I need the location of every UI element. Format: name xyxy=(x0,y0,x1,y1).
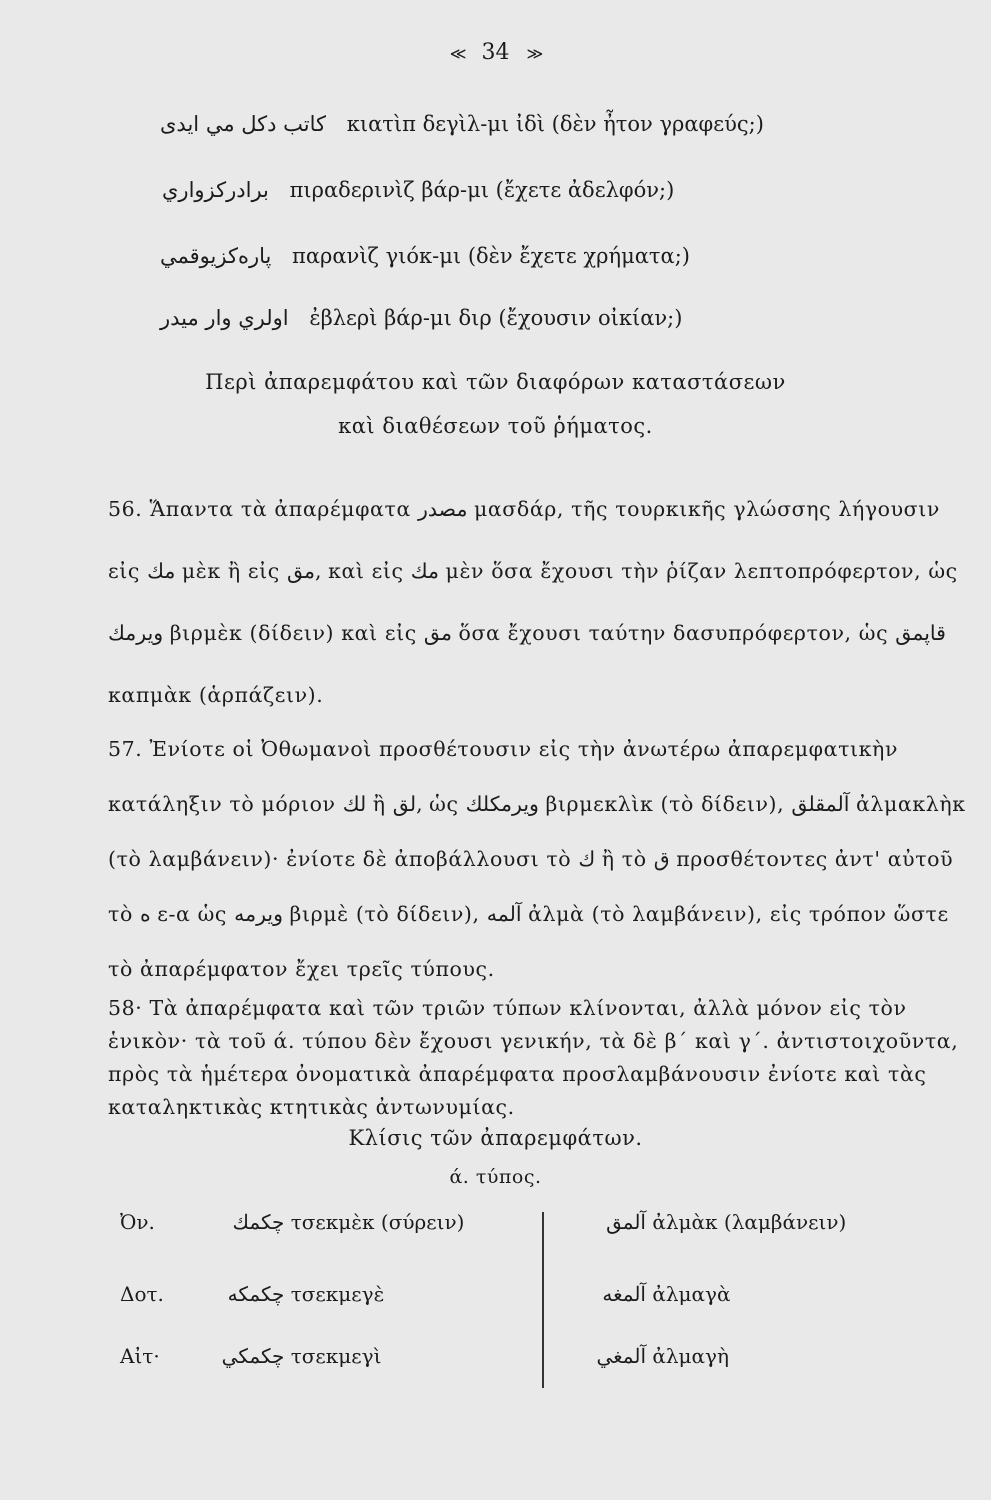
section-title-line1: Περὶ ἀπαρεμφάτου καὶ τῶν διαφόρων καταστάσεων xyxy=(205,370,786,394)
paragraph-57: 57. Ἐνίοτε οἱ Ὀθωμανοὶ προσθέτουσιν εἰς τὴν ἀνωτέρω ἀπαρεμφατικὴν κατάληξιν τὸ μόριον لك ἢ لق, ὡς ويرمكلك βιρμεκλὶκ (τὸ δίδειν), آلمقلق ἀλμακλὴκ (τὸ λαμβάνειν)· ἐνίοτε δὲ ἀποβάλλουσι τὸ ك ἢ τὸ ق προσθέτοντες ἀντ' αὐτοῦ τὸ ه ε-α ὡς ويرمه βιρμὲ (τὸ δίδειν), آلمه ἀλμὰ (τὸ λαμβάνειν), εἰς τρόπον ὥστε τὸ ἀπαρέμφατον ἔχει τρεῖς τύπους. xyxy=(108,737,966,981)
greek-form: τσεκμεγὲ xyxy=(290,1282,385,1306)
declension-row xyxy=(120,1282,384,1306)
left-ornament: ≪ xyxy=(449,44,465,63)
paragraph-56: 56. Ἅπαντα τὰ ἀπαρέμφατα مصدر μασδάρ, τῆς τουρκικῆς γλώσσης λήγουσιν εἰς مك μὲκ ἢ εἰς مق, καὶ εἰς مك μὲν ὅσα ἔχουσι τὴν ῥίζαν λεπτοπρόφερτον, ὡς ويرمك βιρμὲκ (δίδειν) καὶ εἰς مق ὅσα ἔχουσι ταύτην δασυπρόφερτον, ὡς قاپمق καπμὰκ (ἁρπάζειν). xyxy=(108,497,958,707)
declension-row-right xyxy=(566,1282,731,1306)
greek-transliteration: πιραδερινὶζ βάρ-μι (ἔχετε ἀδελφόν;) xyxy=(289,178,675,202)
arabic-phrase: برادركزواري xyxy=(162,178,269,202)
page-header xyxy=(0,40,991,65)
greek-form: τσεκμεγὶ xyxy=(290,1344,382,1368)
declension-row-right xyxy=(566,1210,846,1234)
arabic-form: آلمغه xyxy=(602,1282,646,1306)
arabic-form: آلمغي xyxy=(596,1344,646,1368)
greek-form: ἀλμαγὴ xyxy=(652,1344,729,1368)
example-line xyxy=(160,112,764,136)
arabic-phrase: اولري وار ميدر xyxy=(160,306,289,330)
case-label: Δοτ. xyxy=(120,1282,164,1306)
arabic-form: چكمكه xyxy=(227,1282,285,1306)
greek-transliteration: ἐβλερὶ βάρ-μι διρ (ἔχουσιν οἰκίαν;) xyxy=(309,306,683,330)
arabic-form: چكمكي xyxy=(221,1344,285,1368)
right-ornament: ≫ xyxy=(526,44,542,63)
arabic-form: چكمك xyxy=(232,1210,285,1234)
example-line xyxy=(160,244,690,268)
declension-row-right xyxy=(566,1344,729,1368)
arabic-phrase: كاتب دكل مي ايدى xyxy=(160,112,327,136)
greek-transliteration: κιατὶπ δεγὶλ-μι ἰδὶ (δὲν ἦτον γραφεύς;) xyxy=(346,112,764,136)
greek-form: ἀλμαγὰ xyxy=(652,1282,731,1306)
greek-form: τσεκμὲκ (σύρειν) xyxy=(290,1210,465,1234)
arabic-phrase: پارەكزيوقمي xyxy=(160,244,272,268)
declension-title: Κλίσις τῶν ἀπαρεμφάτων. xyxy=(348,1126,643,1150)
example-line xyxy=(160,306,682,330)
declension-row xyxy=(120,1210,464,1234)
column-divider xyxy=(542,1212,544,1388)
section-title-line2: καὶ διαθέσεων τοῦ ῥήματος. xyxy=(338,414,653,438)
case-label: Αἰτ· xyxy=(120,1344,160,1368)
greek-form: ἀλμὰκ (λαμβάνειν) xyxy=(652,1210,847,1234)
declension-row xyxy=(120,1344,381,1368)
case-label: Ὀν. xyxy=(120,1210,155,1234)
greek-transliteration: παρανὶζ γιόκ-μι (δὲν ἔχετε χρήματα;) xyxy=(292,244,690,268)
declension-subtitle: ά. τύπος. xyxy=(449,1166,542,1188)
page-number: 34 xyxy=(481,40,510,65)
paragraph-58: 58· Τὰ ἀπαρέμφατα καὶ τῶν τριῶν τύπων κλίνονται, ἀλλὰ μόνον εἰς τὸν ἑνικὸν· τὰ τοῦ ά. τύπου δὲν ἔχουσι γενικήν, τὰ δὲ β΄ καὶ γ΄. ἀντιστοιχοῦντα, πρὸς τὰ ἡμέτερα ὀνοματικὰ ἀπαρέμφατα προσλαμβάνουσιν ἐνίοτε καὶ τὰς καταληκτικὰς κτητικὰς ἀντωνυμίας. xyxy=(108,996,959,1119)
example-line xyxy=(162,178,674,202)
arabic-form: آلمق xyxy=(606,1210,646,1234)
